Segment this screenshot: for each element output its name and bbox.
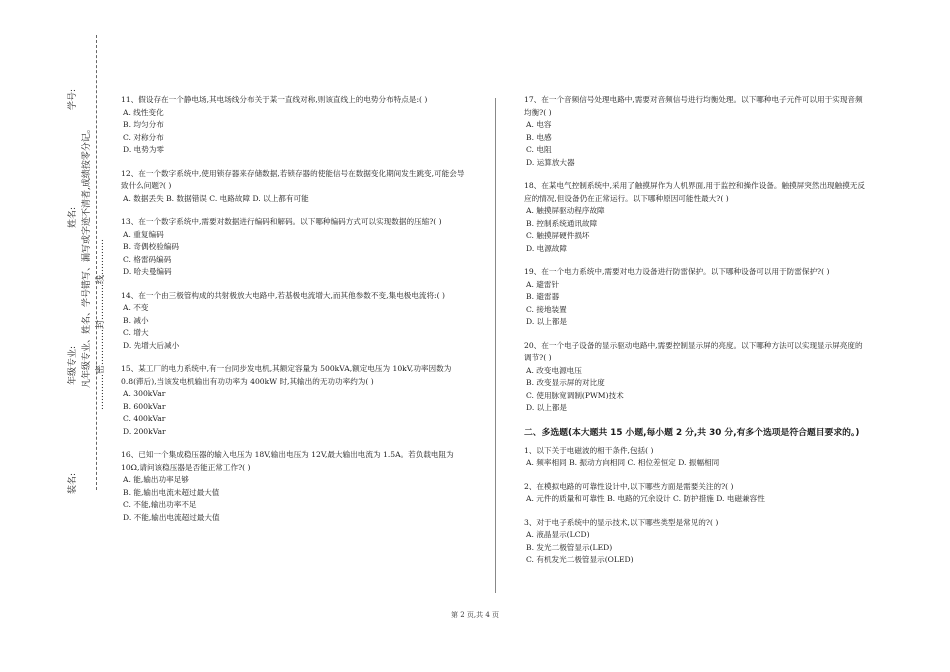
option: D. 200kVar <box>123 426 166 436</box>
option: C. 使用脉宽调制(PWM)技术 <box>526 390 624 400</box>
seal-line-text: …………密…………封…………线………… <box>96 238 106 410</box>
question-20 <box>524 340 869 415</box>
question-18 <box>524 180 869 255</box>
question-stem: 19、在一个电力系统中,需要对电力设备进行防雷保护。以下哪种设备可以用于防雷保护?( ) <box>524 267 830 276</box>
option: A. 频率相同 B. 振动方向相同 C. 相位差恒定 D. 振幅相同 <box>526 458 720 467</box>
option: B. 控制系统通讯故障 <box>526 218 598 228</box>
option: B. 600kVar <box>123 401 166 411</box>
option: B. 奇偶校验编码 <box>123 242 179 251</box>
option: D. 哈夫曼编码 <box>123 267 172 276</box>
option: D. 运算放大器 <box>526 157 575 167</box>
option: B. 减小 <box>123 315 149 325</box>
option: A. 电容 <box>526 120 552 129</box>
question-17 <box>524 94 869 169</box>
option: D. 电势为零 <box>123 145 165 154</box>
question-stem: 13、在一个数字系统中,需要对数据进行编码和解码。以下哪种编码方式可以实现数据的压缩?( ) <box>121 217 442 226</box>
option: D. 电源故障 <box>526 243 568 253</box>
option: C. 格雷码编码 <box>123 254 172 264</box>
right-column <box>524 94 869 578</box>
question-14 <box>121 290 471 353</box>
option: C. 接地装置 <box>526 304 567 314</box>
option: A. 不变 <box>123 303 149 312</box>
column-divider <box>495 98 496 593</box>
option: D. 以上都是 <box>526 317 568 326</box>
option: C. 400kVar <box>123 414 166 423</box>
question-stem: 1、以下关于电磁波的相干条件,包括( ) <box>524 445 654 455</box>
option: D. 以上都是 <box>526 403 568 412</box>
question-stem: 18、在某电气控制系统中,采用了触摸屏作为人机界面,用于监控和操作设备。触摸屏突然出现触摸无反应的情况,但设备仍在正常运行。以下哪种原因可能性最大?( ) <box>524 181 866 203</box>
option: B. 发光二极管显示(LED) <box>526 542 613 552</box>
question-stem: 11、假设存在一个静电场,其电场线分布关于某一直线对称,则该直线上的电势分布特点是:( ) <box>121 95 428 104</box>
multi-question-1 <box>524 445 869 470</box>
option: B. 改变显示屏的对比度 <box>526 378 605 387</box>
question-stem: 17、在一个音频信号处理电路中,需要对音频信号进行均衡处理。以下哪种电子元件可以用于实现音频均衡?( ) <box>524 95 863 117</box>
option: B. 电感 <box>526 132 552 142</box>
option: C. 不能,输出功率不足 <box>123 500 197 509</box>
option: C. 增大 <box>123 328 149 337</box>
option: A. 线性变化 <box>123 107 164 117</box>
option: A. 液晶显示(LCD) <box>526 530 590 539</box>
student-id-label: 学号: <box>68 88 78 110</box>
question-stem: 14、在一个由三极管构成的共射极放大电路中,若基极电流增大,而其他参数不变,集电极电流将:( ) <box>121 290 445 300</box>
question-13 <box>121 216 471 279</box>
option: A. 重复编码 <box>123 229 164 239</box>
question-15 <box>121 363 471 438</box>
option: A. 改变电源电压 <box>526 365 582 375</box>
question-stem: 12、在一个数字系统中,使用锁存器来存储数据,若锁存器的使能信号在数据变化期间发生跳变,可能会导致什么问题?( ) <box>121 168 465 190</box>
question-stem: 15、某工厂的电力系统中,有一台同步发电机,其额定容量为 500kVA,额定电压为 10kV,功率因数为 0.8(滞后),当该发电机输出有功功率为 400kW 时,其输出的无功功率约为( ) <box>121 364 452 386</box>
left-column <box>121 94 471 535</box>
question-stem: 20、在一个电子设备的显示驱动电路中,需要控制显示屏的亮度。以下哪种方法可以实现显示屏亮度的调节?( ) <box>524 340 863 362</box>
option: B. 均匀分布 <box>123 120 164 129</box>
question-stem: 2、在模拟电路的可靠性设计中,以下哪些方面是需要关注的?( ) <box>524 481 734 491</box>
instruction-text: 凡年级专业、姓名、学号错写、漏写或字迹不清者,成绩按零分记。 <box>82 124 92 388</box>
option: A. 300kVar <box>123 389 166 398</box>
school-label: 装名: <box>68 472 78 494</box>
grade-major-label: 年级专业: <box>68 345 78 385</box>
page-number: 第 2 页,共 4 页 <box>450 611 500 619</box>
question-12 <box>121 168 471 206</box>
question-stem: 16、已知一个集成稳压器的输入电压为 18V,输出电压为 12V,最大输出电流为 1.5A。若负载电阻为 10Ω,请问该稳压器是否能正常工作?( ) <box>121 450 454 472</box>
option: B. 能,输出电流未超过最大值 <box>123 487 220 497</box>
question-19 <box>524 266 869 329</box>
option: C. 触摸屏硬件损坏 <box>526 231 590 240</box>
option: A. 能,输出功率足够 <box>123 475 189 484</box>
option: A. 避雷针 <box>526 279 560 289</box>
option: A. 触摸屏驱动程序故障 <box>526 206 605 215</box>
option: C. 对称分布 <box>123 132 164 142</box>
option: C. 电阻 <box>526 145 552 154</box>
option: D. 先增大后减小 <box>123 340 180 350</box>
name-label: 姓名: <box>68 206 78 228</box>
seal-dashed-line <box>96 35 97 490</box>
question-stem: 3、对于电子系统中的显示技术,以下哪些类型是常见的?( ) <box>524 517 719 527</box>
option: A. 数据丢失 B. 数据错误 C. 电路故障 D. 以上都有可能 <box>123 193 309 203</box>
option: B. 避雷器 <box>526 292 560 301</box>
multi-question-3 <box>524 517 869 567</box>
option: A. 元件的质量和可靠性 B. 电路的冗余设计 C. 防护措施 D. 电磁兼容性 <box>526 494 765 503</box>
option: C. 有机发光二极管显示(OLED) <box>526 555 634 564</box>
section-2-heading: 二、多选题(本大题共 15 小题,每小题 2 分,共 30 分,有多个选项是符合题目要求的。) <box>524 427 860 438</box>
question-16 <box>121 449 471 524</box>
option: D. 不能,输出电流超过最大值 <box>123 512 220 522</box>
multi-question-2 <box>524 481 869 506</box>
question-11 <box>121 94 471 157</box>
